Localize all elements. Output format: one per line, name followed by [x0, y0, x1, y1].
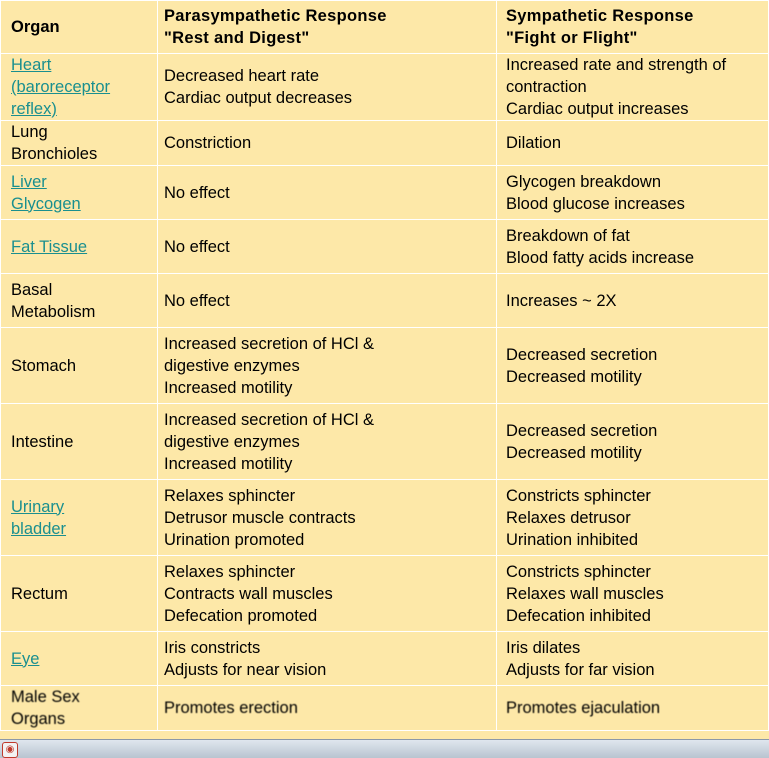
para-text: Urination promoted	[164, 530, 305, 549]
symp-text: Increases ~ 2X	[506, 291, 617, 310]
organ-cell	[1, 328, 158, 404]
header-row	[1, 1, 769, 54]
table-row	[1, 632, 769, 686]
sympathetic-cell	[497, 121, 769, 166]
symp-text: Iris dilates	[506, 638, 581, 657]
organ-link[interactable]: Fat Tissue	[11, 237, 88, 256]
symp-text: Decreased motility	[506, 443, 642, 462]
sympathetic-cell	[497, 166, 769, 220]
sympathetic-cell	[497, 220, 769, 274]
header-sympathetic	[497, 1, 769, 54]
parasympathetic-cell	[158, 220, 497, 274]
parasympathetic-cell	[158, 274, 497, 328]
header-organ	[1, 1, 158, 54]
organ-cell	[1, 166, 158, 220]
para-text: Increased secretion of HCl &	[164, 334, 375, 353]
symp-text: Cardiac output increases	[506, 100, 689, 118]
organ-label: Stomach	[11, 356, 77, 375]
parasympathetic-cell	[158, 166, 497, 220]
organ-link[interactable]: (baroreceptor	[11, 78, 111, 96]
para-text: Defecation promoted	[164, 606, 318, 625]
para-text: No effect	[164, 291, 230, 310]
organ-link[interactable]: Heart	[11, 56, 52, 74]
para-text: Decreased heart rate	[164, 67, 320, 85]
table-row	[1, 121, 769, 166]
para-text: Increased secretion of HCl &	[164, 410, 375, 429]
sympathetic-cell	[497, 632, 769, 686]
parasympathetic-cell	[158, 404, 497, 480]
organ-label: Rectum	[11, 584, 68, 603]
organ-cell	[1, 121, 158, 166]
sympathetic-cell	[497, 686, 769, 731]
organ-label: Metabolism	[11, 302, 96, 321]
header-organ-label: Organ	[11, 18, 60, 36]
organ-cell	[1, 632, 158, 686]
organ-label: Lung	[11, 123, 48, 141]
organ-cell	[1, 556, 158, 632]
parasympathetic-cell	[158, 480, 497, 556]
header-parasympathetic	[158, 1, 497, 54]
para-text: No effect	[164, 237, 230, 256]
symp-text: contraction	[506, 78, 587, 96]
symp-text: Decreased secretion	[506, 345, 658, 364]
symp-text: Constricts sphincter	[506, 562, 651, 581]
symp-text: Urination inhibited	[506, 530, 639, 549]
symp-text: Increased rate and strength of	[506, 56, 727, 74]
sympathetic-cell	[497, 556, 769, 632]
para-text: digestive enzymes	[164, 356, 300, 375]
symp-text: Decreased motility	[506, 367, 642, 386]
para-text: Iris constricts	[164, 638, 261, 657]
parasympathetic-cell	[158, 328, 497, 404]
parasympathetic-cell	[158, 556, 497, 632]
table-row	[1, 220, 769, 274]
organ-label: Male Sex	[11, 688, 80, 706]
table-row	[1, 274, 769, 328]
sympathetic-cell	[497, 328, 769, 404]
organ-cell	[1, 54, 158, 121]
para-text: Promotes erection	[164, 699, 298, 717]
parasympathetic-cell	[158, 54, 497, 121]
parasympathetic-cell	[158, 632, 497, 686]
organ-link[interactable]: Liver	[11, 172, 47, 191]
symp-text: Glycogen breakdown	[506, 172, 662, 191]
para-text: Detrusor muscle contracts	[164, 508, 356, 527]
table-row	[1, 556, 769, 632]
symp-text: Dilation	[506, 134, 562, 152]
para-text: Increased motility	[164, 378, 293, 397]
symp-text: Relaxes detrusor	[506, 508, 631, 527]
para-text: Relaxes sphincter	[164, 562, 296, 581]
sympathetic-cell	[497, 54, 769, 121]
organ-label: Basal	[11, 280, 53, 299]
organ-link[interactable]: Urinary	[11, 497, 65, 516]
para-text: Contracts wall muscles	[164, 584, 333, 603]
symp-text: Relaxes wall muscles	[506, 584, 664, 603]
table-row	[1, 480, 769, 556]
symp-text: Blood glucose increases	[506, 194, 685, 213]
symp-text: Defecation inhibited	[506, 606, 651, 625]
organ-label: Bronchioles	[11, 145, 98, 163]
table-row	[1, 54, 769, 121]
organ-cell	[1, 480, 158, 556]
application-icon[interactable]: ◉	[2, 742, 18, 758]
header-symp-line: "Fight or Flight"	[506, 29, 638, 47]
para-text: Constriction	[164, 134, 252, 152]
para-text: Relaxes sphincter	[164, 486, 296, 505]
symp-text: Decreased secretion	[506, 421, 658, 440]
header-symp-line: Sympathetic Response	[506, 7, 694, 25]
table-row	[1, 328, 769, 404]
organ-cell	[1, 404, 158, 480]
organ-link[interactable]: bladder	[11, 519, 67, 538]
symp-text: Promotes ejaculation	[506, 699, 661, 717]
symp-text: Breakdown of fat	[506, 226, 630, 245]
organ-cell	[1, 220, 158, 274]
sympathetic-cell	[497, 480, 769, 556]
organ-cell	[1, 274, 158, 328]
sympathetic-cell	[497, 404, 769, 480]
organ-link[interactable]: Eye	[11, 649, 40, 668]
table-row	[1, 166, 769, 220]
para-text: Increased motility	[164, 454, 293, 473]
para-text: Cardiac output decreases	[164, 89, 353, 107]
para-text: No effect	[164, 183, 230, 202]
symp-text: Adjusts for far vision	[506, 660, 655, 679]
sympathetic-cell	[497, 274, 769, 328]
organ-link[interactable]: Glycogen	[11, 194, 81, 213]
table-row	[1, 404, 769, 480]
table-row	[1, 686, 769, 731]
symp-text: Constricts sphincter	[506, 486, 651, 505]
organ-label: Intestine	[11, 432, 74, 451]
organ-link[interactable]: reflex)	[11, 100, 57, 118]
header-para-line: "Rest and Digest"	[164, 29, 310, 47]
organ-label: Organs	[11, 710, 66, 728]
header-para-line: Parasympathetic Response	[164, 7, 387, 25]
para-text: Adjusts for near vision	[164, 660, 327, 679]
parasympathetic-cell	[158, 121, 497, 166]
parasympathetic-cell	[158, 686, 497, 731]
organ-cell	[1, 686, 158, 731]
symp-text: Blood fatty acids increase	[506, 248, 695, 267]
taskbar	[0, 739, 769, 758]
para-text: digestive enzymes	[164, 432, 300, 451]
table-body	[1, 54, 769, 731]
